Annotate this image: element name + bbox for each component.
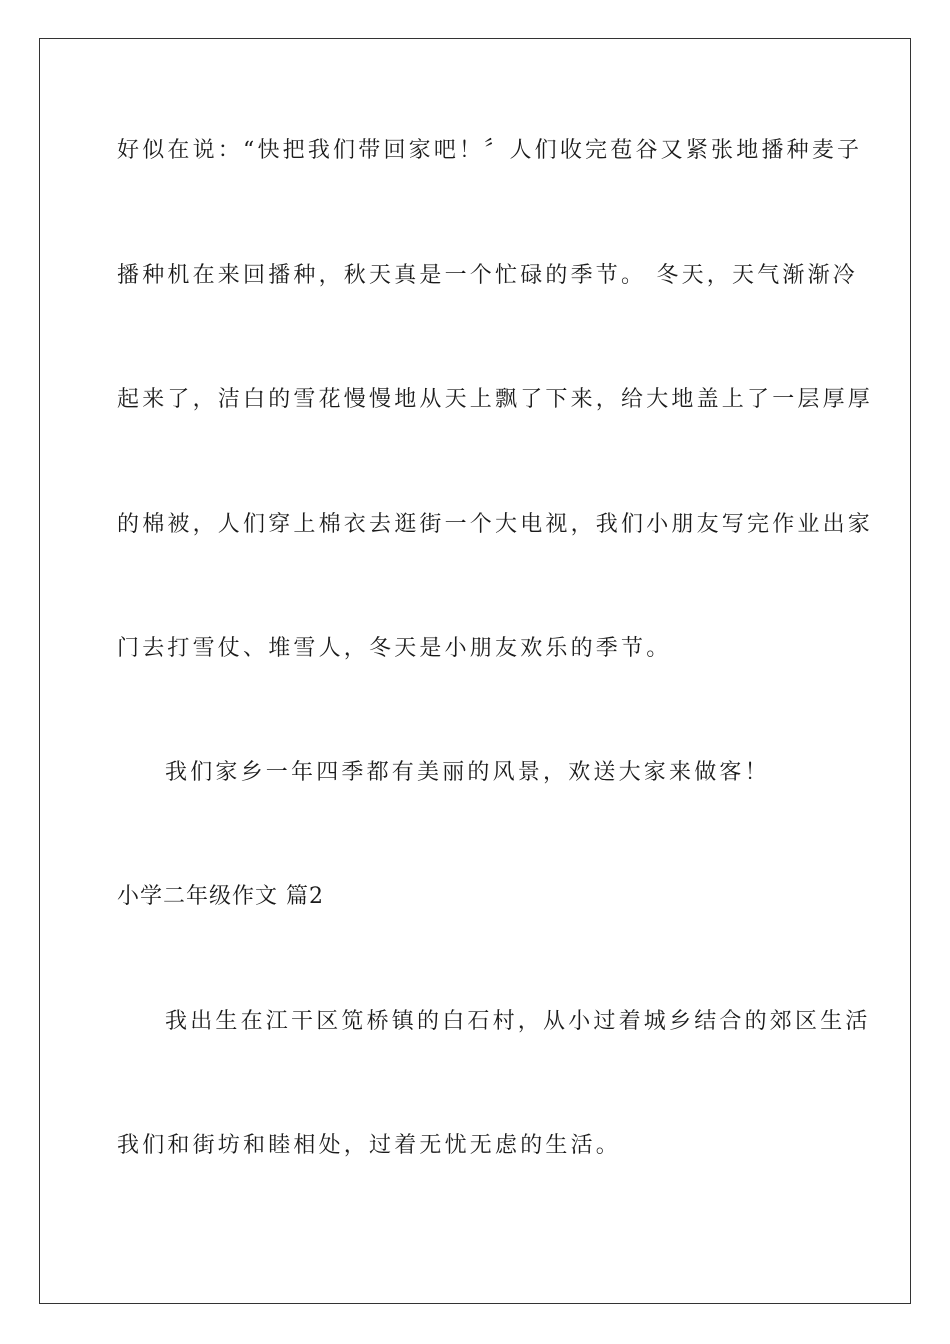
page-border bbox=[39, 38, 911, 1304]
closing-paragraph: 我们家乡一年四季都有美丽的风景，欢送大家来做客！ bbox=[165, 760, 770, 785]
section-heading: 小学二年级作文 篇2 bbox=[117, 884, 324, 909]
text-line-5: 门去打雪仗、堆雪人，冬天是小朋友欢乐的季节。 bbox=[117, 636, 672, 661]
text-line-1: 好似在说：“快把我们带回家吧！〞人们收完苞谷又紧张地播种麦子 bbox=[117, 138, 863, 163]
section-line-2: 我们和街坊和睦相处，过着无忧无虑的生活。 bbox=[117, 1133, 622, 1158]
section-line-1: 我出生在江干区笕桥镇的白石村，从小过着城乡结合的郊区生活 bbox=[165, 1009, 871, 1034]
text-line-4: 的棉被，人们穿上棉衣去逛街一个大电视，我们小朋友写完作业出家 bbox=[117, 512, 874, 537]
text-line-3: 起来了，洁白的雪花慢慢地从天上飘了下来，给大地盖上了一层厚厚 bbox=[117, 387, 874, 412]
text-line-2: 播种机在来回播种，秋天真是一个忙碌的季节。 冬天，天气渐渐冷 bbox=[117, 263, 858, 288]
